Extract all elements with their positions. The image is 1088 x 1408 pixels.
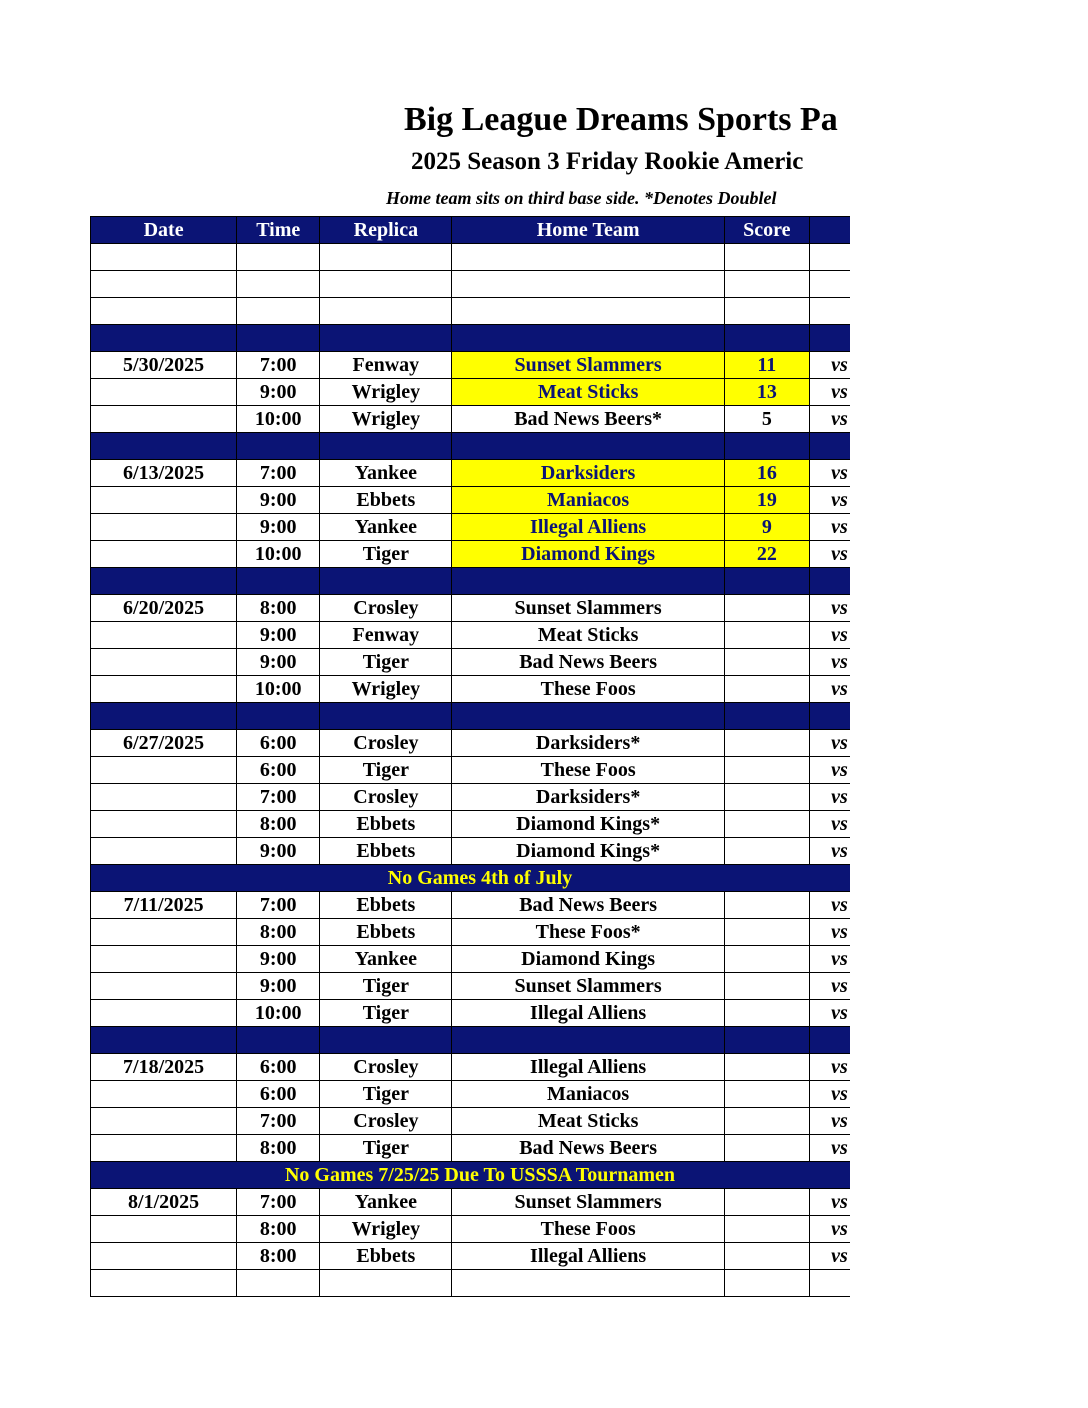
home-team-cell: Sunset Slammers (452, 973, 724, 1000)
vs-cell: vs (809, 649, 869, 676)
replica-cell: Fenway (320, 622, 452, 649)
date-cell (91, 622, 237, 649)
vs-cell: vs (809, 730, 869, 757)
separator-cell (452, 325, 724, 352)
vs-cell: vs (809, 487, 869, 514)
score-cell (724, 838, 809, 865)
replica-cell: Yankee (320, 1189, 452, 1216)
home-team-cell: Darksiders (452, 460, 724, 487)
column-header-date: Date (91, 217, 237, 244)
game-row (91, 676, 870, 703)
vs-cell: vs (809, 676, 869, 703)
no-games-banner-row (91, 1162, 870, 1189)
replica-cell: Wrigley (320, 676, 452, 703)
score-cell (724, 946, 809, 973)
home-team-cell: Sunset Slammers (452, 595, 724, 622)
time-cell: 8:00 (237, 811, 320, 838)
empty-cell (320, 1270, 452, 1297)
time-cell: 9:00 (237, 973, 320, 1000)
replica-cell: Tiger (320, 1000, 452, 1027)
vs-cell: vs (809, 784, 869, 811)
date-cell (91, 1135, 237, 1162)
week-separator-row (91, 325, 870, 352)
replica-cell: Wrigley (320, 406, 452, 433)
schedule-table (90, 216, 870, 1297)
vs-cell: vs (809, 1108, 869, 1135)
game-row (91, 1000, 870, 1027)
week-separator-row (91, 568, 870, 595)
separator-cell (724, 568, 809, 595)
column-header-score: Score (724, 217, 809, 244)
time-cell: 6:00 (237, 1081, 320, 1108)
vs-cell: vs (809, 1000, 869, 1027)
game-row (91, 595, 870, 622)
separator-cell (237, 703, 320, 730)
date-cell: 7/18/2025 (91, 1054, 237, 1081)
game-row (91, 892, 870, 919)
separator-cell (237, 568, 320, 595)
time-cell: 9:00 (237, 838, 320, 865)
score-cell: 11 (724, 352, 809, 379)
game-row (91, 1135, 870, 1162)
game-row (91, 514, 870, 541)
home-team-cell: Diamond Kings* (452, 838, 724, 865)
score-cell (724, 1081, 809, 1108)
time-cell: 6:00 (237, 730, 320, 757)
game-row (91, 919, 870, 946)
replica-cell: Wrigley (320, 1216, 452, 1243)
score-cell (724, 730, 809, 757)
separator-cell (452, 433, 724, 460)
vs-cell: vs (809, 757, 869, 784)
replica-cell: Ebbets (320, 919, 452, 946)
score-cell (724, 1189, 809, 1216)
date-cell: 6/27/2025 (91, 730, 237, 757)
replica-cell: Fenway (320, 352, 452, 379)
replica-cell: Crosley (320, 730, 452, 757)
time-cell: 7:00 (237, 784, 320, 811)
score-cell (724, 1135, 809, 1162)
vs-cell: vs (809, 892, 869, 919)
separator-cell (320, 325, 452, 352)
blank-row (91, 244, 870, 271)
time-cell: 7:00 (237, 1189, 320, 1216)
separator-cell (91, 568, 237, 595)
score-cell: 5 (724, 406, 809, 433)
score-cell: 9 (724, 514, 809, 541)
date-cell (91, 784, 237, 811)
separator-cell (452, 703, 724, 730)
score-cell: 19 (724, 487, 809, 514)
date-cell (91, 946, 237, 973)
replica-cell: Ebbets (320, 811, 452, 838)
home-team-cell: Illegal Alliens (452, 514, 724, 541)
score-cell (724, 1000, 809, 1027)
home-team-cell: Darksiders* (452, 730, 724, 757)
date-cell (91, 1081, 237, 1108)
score-cell (724, 919, 809, 946)
score-cell: 13 (724, 379, 809, 406)
date-cell (91, 514, 237, 541)
date-cell (91, 649, 237, 676)
score-cell: 16 (724, 460, 809, 487)
time-cell: 10:00 (237, 541, 320, 568)
home-team-cell: These Foos (452, 676, 724, 703)
vs-cell: vs (809, 1189, 869, 1216)
empty-cell (452, 298, 724, 325)
home-team-cell: Bad News Beers (452, 1135, 724, 1162)
game-row (91, 487, 870, 514)
separator-cell (91, 703, 237, 730)
home-team-cell: Meat Sticks (452, 622, 724, 649)
replica-cell: Tiger (320, 649, 452, 676)
date-cell (91, 757, 237, 784)
separator-cell (320, 568, 452, 595)
blank-row (91, 271, 870, 298)
replica-cell: Wrigley (320, 379, 452, 406)
header-row (91, 217, 870, 244)
time-cell: 7:00 (237, 1108, 320, 1135)
vs-cell: vs (809, 1216, 869, 1243)
column-header-time: Time (237, 217, 320, 244)
game-row (91, 1108, 870, 1135)
score-cell (724, 973, 809, 1000)
home-team-cell: Darksiders* (452, 784, 724, 811)
home-team-cell: Maniacos (452, 487, 724, 514)
time-cell: 9:00 (237, 379, 320, 406)
game-row (91, 730, 870, 757)
home-team-cell: Bad News Beers* (452, 406, 724, 433)
vs-cell: vs (809, 541, 869, 568)
separator-cell (320, 1027, 452, 1054)
home-team-cell: Bad News Beers (452, 892, 724, 919)
home-team-cell: These Foos* (452, 919, 724, 946)
date-cell (91, 406, 237, 433)
empty-cell (237, 1270, 320, 1297)
time-cell: 6:00 (237, 1054, 320, 1081)
empty-cell (724, 244, 809, 271)
replica-cell: Tiger (320, 757, 452, 784)
seating-note: Home team sits on third base side. *Denotes Doublel (386, 188, 777, 208)
page-right-edge (850, 216, 1088, 1316)
game-row (91, 622, 870, 649)
empty-cell (237, 271, 320, 298)
empty-cell (237, 298, 320, 325)
no-games-banner-row (91, 865, 870, 892)
empty-cell (237, 244, 320, 271)
score-cell (724, 1108, 809, 1135)
replica-cell: Ebbets (320, 892, 452, 919)
separator-cell (724, 325, 809, 352)
replica-cell: Ebbets (320, 838, 452, 865)
date-cell: 8/1/2025 (91, 1189, 237, 1216)
separator-cell (237, 325, 320, 352)
separator-cell (237, 433, 320, 460)
score-cell (724, 595, 809, 622)
banner-text: No Games 7/25/25 Due To USSSA Tournamen (284, 1163, 676, 1186)
time-cell: 9:00 (237, 622, 320, 649)
game-row (91, 1216, 870, 1243)
column-header-home-team: Home Team (452, 217, 724, 244)
separator-cell (724, 703, 809, 730)
separator-cell (724, 1027, 809, 1054)
vs-cell: vs (809, 946, 869, 973)
date-cell: 5/30/2025 (91, 352, 237, 379)
date-cell (91, 676, 237, 703)
home-team-cell: These Foos (452, 757, 724, 784)
replica-cell: Crosley (320, 784, 452, 811)
time-cell: 8:00 (237, 595, 320, 622)
replica-cell: Tiger (320, 1081, 452, 1108)
date-cell: 6/20/2025 (91, 595, 237, 622)
empty-cell (724, 298, 809, 325)
date-cell: 6/13/2025 (91, 460, 237, 487)
vs-cell: vs (809, 1081, 869, 1108)
home-team-cell: Illegal Alliens (452, 1054, 724, 1081)
separator-cell (91, 1027, 237, 1054)
home-team-cell: Meat Sticks (452, 1108, 724, 1135)
banner-cell (91, 865, 870, 892)
home-team-cell: Diamond Kings (452, 946, 724, 973)
date-cell (91, 1108, 237, 1135)
game-row (91, 649, 870, 676)
home-team-cell: Illegal Alliens (452, 1243, 724, 1270)
date-cell (91, 379, 237, 406)
time-cell: 8:00 (237, 1243, 320, 1270)
replica-cell: Ebbets (320, 1243, 452, 1270)
time-cell: 8:00 (237, 1216, 320, 1243)
game-row (91, 1243, 870, 1270)
date-cell (91, 541, 237, 568)
score-cell (724, 784, 809, 811)
time-cell: 10:00 (237, 676, 320, 703)
vs-cell: vs (809, 1135, 869, 1162)
date-cell (91, 811, 237, 838)
replica-cell: Crosley (320, 1054, 452, 1081)
score-cell (724, 649, 809, 676)
vs-cell: vs (809, 838, 869, 865)
schedule-body (91, 244, 870, 1297)
game-row (91, 946, 870, 973)
time-cell: 9:00 (237, 649, 320, 676)
game-row (91, 1054, 870, 1081)
page-title: Big League Dreams Sports Pa (404, 101, 838, 138)
vs-cell: vs (809, 352, 869, 379)
date-cell (91, 919, 237, 946)
time-cell: 7:00 (237, 892, 320, 919)
date-cell (91, 838, 237, 865)
home-team-cell: Bad News Beers (452, 649, 724, 676)
empty-cell (452, 271, 724, 298)
time-cell: 7:00 (237, 460, 320, 487)
game-row (91, 1189, 870, 1216)
score-cell: 22 (724, 541, 809, 568)
replica-cell: Yankee (320, 946, 452, 973)
banner-cell (91, 1162, 870, 1189)
time-cell: 8:00 (237, 919, 320, 946)
date-cell (91, 1243, 237, 1270)
separator-cell (237, 1027, 320, 1054)
empty-cell (91, 244, 237, 271)
home-team-cell: Meat Sticks (452, 379, 724, 406)
separator-cell (320, 703, 452, 730)
replica-cell: Tiger (320, 1135, 452, 1162)
score-cell (724, 757, 809, 784)
game-row (91, 838, 870, 865)
game-row (91, 460, 870, 487)
empty-cell (724, 1270, 809, 1297)
date-cell (91, 487, 237, 514)
score-cell (724, 811, 809, 838)
week-separator-row (91, 433, 870, 460)
game-row (91, 541, 870, 568)
empty-cell (452, 1270, 724, 1297)
replica-cell: Tiger (320, 541, 452, 568)
empty-cell (91, 1270, 237, 1297)
game-row (91, 379, 870, 406)
vs-cell: vs (809, 622, 869, 649)
game-row (91, 784, 870, 811)
home-team-cell: Illegal Alliens (452, 1000, 724, 1027)
game-row (91, 1081, 870, 1108)
game-row (91, 757, 870, 784)
time-cell: 7:00 (237, 352, 320, 379)
score-cell (724, 892, 809, 919)
separator-cell (91, 325, 237, 352)
blank-row (91, 298, 870, 325)
vs-cell: vs (809, 811, 869, 838)
replica-cell: Yankee (320, 514, 452, 541)
time-cell: 10:00 (237, 406, 320, 433)
time-cell: 10:00 (237, 1000, 320, 1027)
vs-cell: vs (809, 1054, 869, 1081)
home-team-cell: Sunset Slammers (452, 352, 724, 379)
date-cell: 7/11/2025 (91, 892, 237, 919)
separator-cell (724, 433, 809, 460)
separator-cell (320, 433, 452, 460)
vs-cell: vs (809, 595, 869, 622)
column-header-replica: Replica (320, 217, 452, 244)
replica-cell: Yankee (320, 460, 452, 487)
blank-row (91, 1270, 870, 1297)
vs-cell: vs (809, 1243, 869, 1270)
banner-text: No Games 4th of July (387, 866, 573, 889)
vs-cell: vs (809, 514, 869, 541)
separator-cell (452, 1027, 724, 1054)
game-row (91, 352, 870, 379)
empty-cell (724, 271, 809, 298)
empty-cell (452, 244, 724, 271)
empty-cell (320, 298, 452, 325)
date-cell (91, 1000, 237, 1027)
home-team-cell: Sunset Slammers (452, 1189, 724, 1216)
time-cell: 9:00 (237, 487, 320, 514)
game-row (91, 811, 870, 838)
time-cell: 9:00 (237, 514, 320, 541)
date-cell (91, 973, 237, 1000)
empty-cell (91, 271, 237, 298)
vs-cell: vs (809, 919, 869, 946)
vs-cell: vs (809, 379, 869, 406)
home-team-cell: Diamond Kings* (452, 811, 724, 838)
score-cell (724, 1054, 809, 1081)
separator-cell (91, 433, 237, 460)
home-team-cell: These Foos (452, 1216, 724, 1243)
score-cell (724, 622, 809, 649)
week-separator-row (91, 703, 870, 730)
date-cell (91, 1216, 237, 1243)
separator-cell (452, 568, 724, 595)
replica-cell: Crosley (320, 595, 452, 622)
replica-cell: Crosley (320, 1108, 452, 1135)
home-team-cell: Maniacos (452, 1081, 724, 1108)
vs-cell: vs (809, 973, 869, 1000)
week-separator-row (91, 1027, 870, 1054)
score-cell (724, 676, 809, 703)
empty-cell (91, 298, 237, 325)
game-row (91, 973, 870, 1000)
empty-cell (320, 271, 452, 298)
replica-cell: Tiger (320, 973, 452, 1000)
score-cell (724, 1243, 809, 1270)
vs-cell: vs (809, 406, 869, 433)
page-subtitle: 2025 Season 3 Friday Rookie Americ (411, 148, 804, 175)
vs-cell: vs (809, 460, 869, 487)
replica-cell: Ebbets (320, 487, 452, 514)
empty-cell (320, 244, 452, 271)
score-cell (724, 1216, 809, 1243)
home-team-cell: Diamond Kings (452, 541, 724, 568)
time-cell: 6:00 (237, 757, 320, 784)
game-row (91, 406, 870, 433)
time-cell: 9:00 (237, 946, 320, 973)
time-cell: 8:00 (237, 1135, 320, 1162)
